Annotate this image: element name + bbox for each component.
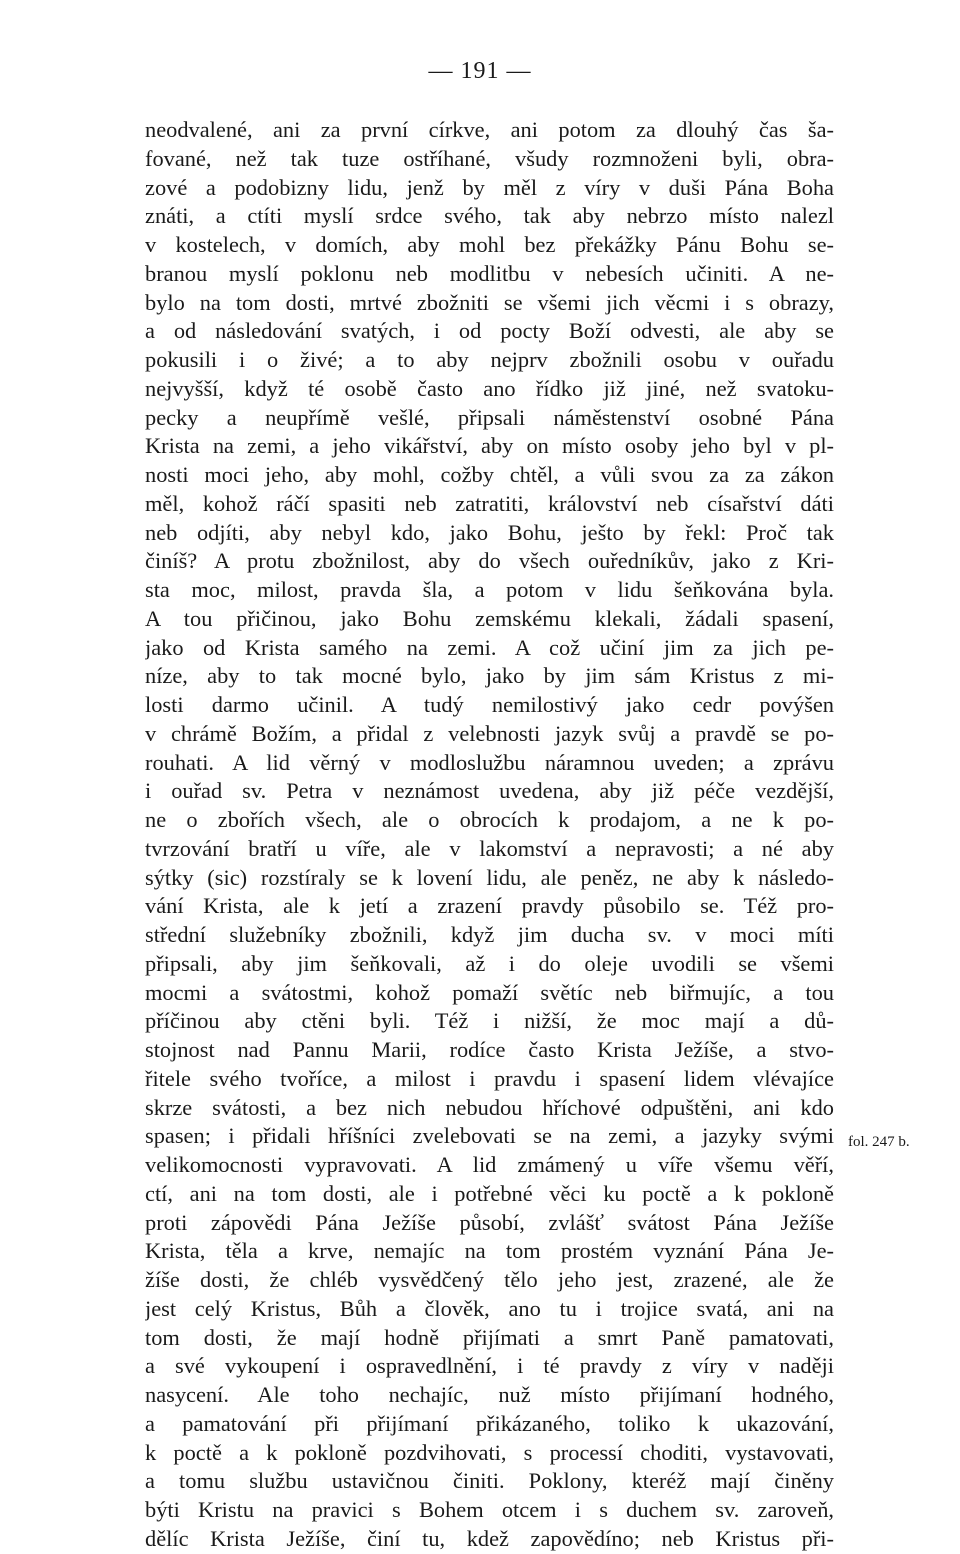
text-line: a tomu službu ustavičnou činiti. Poklony, kteréž mají činěny bbox=[145, 1468, 834, 1494]
text-line: bylo na tom dosti, mrtvé zbožniti se všemi jich věcmi i s obrazy, bbox=[145, 289, 834, 315]
text-line: znáti, a ctíti myslí srdce svého, tak aby nebrzo místo nalezl bbox=[145, 203, 834, 229]
text-line: pokusili i o živé; a to aby nejprv zbožnili osobu v ouřadu bbox=[145, 347, 834, 372]
text-line: neodvalené, ani za první církve, ani potom za dlouhý čas ša- bbox=[145, 117, 834, 142]
text-line: býti Kristu na pravici s Bohem otcem i s duchem sv. zaroveň, bbox=[145, 1497, 834, 1522]
text-line: branou myslí poklonu neb modlitbu v nebesích učiniti. A ne- bbox=[145, 260, 834, 286]
text-line: žíše dosti, že chléb vysvědčený tělo jeho jest, zrazené, ale že bbox=[145, 1267, 834, 1292]
text-line: a od následování svatých, i od pocty Boží odvesti, ale aby se bbox=[145, 318, 834, 344]
text-line: pecky a neupřímě vešlé, připsali náměstenství osobné Pána bbox=[145, 404, 834, 430]
body-text bbox=[145, 116, 834, 1554]
text-line: proti zápovědi Pána Ježíše působí, zvlášť svátost Pána Ježíše bbox=[145, 1209, 834, 1235]
text-line: tom dosti, že mají hodně přijímati a smrt Paně pamatovati, bbox=[145, 1324, 834, 1350]
text-line: k poctě a k pokloně pozdvihovati, s processí choditi, vystavovati, bbox=[145, 1439, 834, 1465]
folio-margin-note: fol. 247 b. bbox=[848, 1134, 910, 1150]
text-line: řitele svého tvoříce, a milost i pravdu i spasení lidem vlévajíce bbox=[145, 1065, 834, 1091]
text-line: v chrámě Božím, a přidal z velebnosti jazyk svůj a pravdě se po- bbox=[145, 720, 834, 746]
text-line: rouhati. A lid věrný v modloslužbu náramnou uveden; a zprávu bbox=[145, 749, 834, 775]
text-line: sta moc, milost, pravda šla, a potom v lidu šeňkována byla. bbox=[145, 577, 834, 602]
text-line: mocmi a svátostmi, kohož pomaží světíc neb biřmujíc, a tou bbox=[145, 979, 834, 1005]
text-line: níze, aby to tak mocné bylo, jako by jim sám Kristus z mi- bbox=[145, 663, 834, 689]
text-line: ne o zbořích všech, ale o obrocích k prodajom, a ne k po- bbox=[145, 807, 834, 832]
text-line: měl, kohož ráčí spasiti neb zatratiti, království neb císařství dáti bbox=[145, 490, 834, 516]
text-line: jest celý Kristus, Bůh a člověk, ano tu i trojice svatá, ani na bbox=[145, 1295, 834, 1321]
text-line: nejvyšší, když té osobě často ano řídko již jiné, než svatoku- bbox=[145, 375, 834, 401]
text-line: sýtky (sic) rozstíraly se k lovení lidu, ale peněz, ne aby k následo- bbox=[145, 864, 834, 890]
text-line: fované, než tak tuze ostříhané, všudy rozmnoženi byli, obra- bbox=[145, 145, 834, 171]
text-line: připsali, aby jim šeňkovali, až i do oleje uvodili se všemi bbox=[145, 950, 834, 976]
text-line: v kostelech, v domích, aby mohl bez překážky Pánu Bohu se- bbox=[145, 232, 834, 257]
text-line: losti darmo učinil. A tudý nemilostivý jako cedr povýšen bbox=[145, 692, 834, 717]
text-line: činíš? A protu zbožnilost, aby do všech ouředníkův, jako z Kri- bbox=[145, 548, 834, 574]
text-line: a pamatování při přijímaní přikázaného, toliko k ukazování, bbox=[145, 1410, 834, 1436]
text-line: Krista na zemi, a jeho vikářství, aby on místo osoby jeho byl v pl- bbox=[145, 433, 834, 459]
text-line: skrze svátosti, a bez nich nebudou hříchové odpuštěni, ani kdo bbox=[145, 1094, 834, 1120]
text-line: jako od Krista samého na zemi. A což učiní jim za jich pe- bbox=[145, 634, 834, 660]
text-line: i ouřad sv. Petra v neznámost uvedena, aby již péče vezdější, bbox=[145, 778, 834, 804]
text-line: zové a podobizny lidu, jenž by měl z víry v duši Pána Boha bbox=[145, 174, 834, 200]
text-line: spasen; i přidali hříšníci zvelebovati se na zemi, a jazyky svými bbox=[145, 1123, 834, 1149]
text-line: nosti moci jeho, aby mohl, cožby chtěl, a vůli svou za za zákon bbox=[145, 462, 834, 487]
text-line: neb odjíti, aby nebyl kdo, jako Bohu, ješto by řekl: Proč tak bbox=[145, 519, 834, 545]
text-line: nasycení. Ale toho nechajíc, nuž místo přijímaní hodného, bbox=[145, 1382, 834, 1407]
text-line: střední služebníky zbožnili, když jim ducha sv. v moci míti bbox=[145, 922, 834, 947]
text-line: příčinou aby ctěni byli. Též i nižší, že moc mají a dů- bbox=[145, 1008, 834, 1034]
text-line: ctí, ani na tom dosti, ale i potřebné věci ku poctě a k pokloně bbox=[145, 1180, 834, 1206]
text-line: A tou přičinou, jako Bohu zemskému klekali, žádali spasení, bbox=[145, 605, 834, 631]
text-line: stojnost nad Pannu Marii, rodíce často Krista Ježíše, a stvo- bbox=[145, 1037, 834, 1062]
text-line: dělíc Krista Ježíše, činí tu, kdež zapovědíno; neb Kristus při- bbox=[145, 1525, 834, 1551]
text-line: Krista, těla a krve, nemajíc na tom prostém vyznání Pána Je- bbox=[145, 1238, 834, 1264]
text-line: velikomocnosti vypravovati. A lid zmámený u víře všemu věří, bbox=[145, 1152, 834, 1177]
text-line: vání Krista, ale k jetí a zrazení pravdy působilo se. Též pro- bbox=[145, 893, 834, 919]
text-line: tvrzování bratří u víře, ale v lakomství a nepravosti; a né aby bbox=[145, 835, 834, 861]
text-line: a své vykoupení i ospravedlnění, i té pravdy z víry v naději bbox=[145, 1353, 834, 1379]
page-number: — 191 — bbox=[428, 58, 532, 84]
